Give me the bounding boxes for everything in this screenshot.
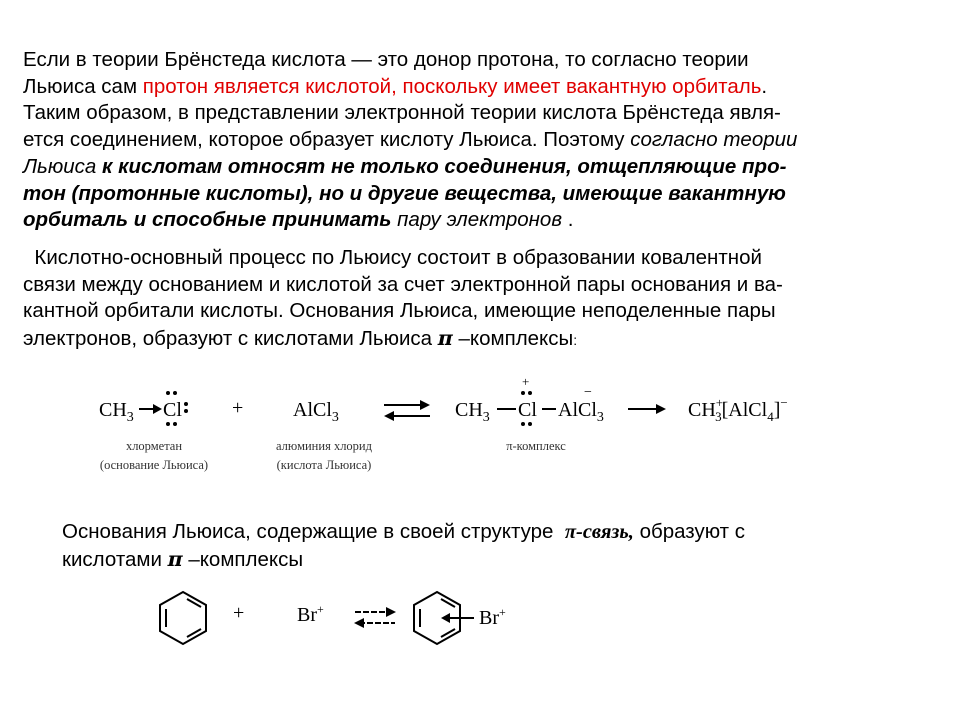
svg-text:−: − (584, 385, 592, 400)
forward-arrow (628, 404, 666, 414)
caption-pi-complex: π-комплекс (506, 439, 566, 453)
product-formula: CH+ 3[AlCl$_4$]− (688, 395, 788, 424)
svg-text:CH3: $CH_3$ (455, 399, 490, 425)
text: Льюиса сам (23, 74, 143, 98)
text: . (562, 208, 574, 232)
text: Если в теории Брёнстеда кислота — это донор протона, то согласно теории (23, 48, 749, 71)
equilibrium-arrows-2 (354, 607, 396, 628)
bold-text: π-связь, (564, 521, 634, 543)
pi-symbol: π (437, 326, 453, 351)
caption-chloromethane: хлорметан (125, 439, 183, 453)
text: –комплексы (452, 327, 574, 351)
svg-text:AlCl3: AlCl$_3$ (558, 399, 604, 425)
italic-text: согласно теории (630, 128, 798, 152)
caption-lewis-base: (основание Льюиса) (99, 458, 209, 472)
svg-text:Cl: Cl (518, 399, 537, 421)
text: Кислотно-основный процесс по Льюису состоит в образовании ковалентной (23, 246, 762, 269)
equilibrium-arrows (384, 400, 430, 421)
pi-complex-arrow (441, 613, 474, 623)
arrow-head (153, 404, 162, 414)
plus-sign-2: + (233, 602, 245, 624)
aluminum-chloride-formula: AlCl$_3$ (293, 399, 339, 425)
bold-text: тон (протонные кислоты), но и другие вещества, имеющие вакантную (23, 181, 786, 205)
highlighted-text: протон является кислотой, поскольку имеет вакантную орбиталь (142, 74, 762, 98)
italic-text: Льюиса (23, 154, 102, 178)
text: Основания Льюиса, содержащие в своей структуре (62, 520, 565, 543)
text-line (62, 546, 922, 574)
svg-text:Cl: Cl (163, 399, 182, 421)
benzene-ring-1 (160, 592, 206, 644)
bromonium-cation: Br+ (297, 602, 324, 626)
text: электронов, образуют с кислотами Льюиса (23, 327, 438, 351)
chloromethane-formula (99, 391, 188, 426)
bold-text: к кислотам относят не только соединения, отщепляющие про- (102, 154, 787, 178)
svg-text:+: + (522, 374, 530, 389)
plus-sign: + (232, 397, 244, 419)
paragraph-pi-bond-bases (62, 519, 922, 573)
text: Таким образом, в представлении электронной теории кислота Брёнстеда явля- (23, 101, 781, 125)
text: кантной орбитали кислоты. Основания Льюиса, имеющие неподеленные пары (23, 299, 776, 323)
text: кислотами (62, 547, 168, 571)
text: образуют с (633, 520, 745, 543)
pi-complex-formula (455, 374, 604, 426)
text: : (573, 332, 578, 349)
svg-text:CH3: $CH_3$ (99, 399, 134, 425)
italic-text: пару электронов (397, 208, 563, 232)
text: –комплексы (182, 547, 304, 571)
text: . (761, 74, 768, 98)
bromonium-cation-2: Br+ (479, 605, 506, 629)
pi-symbol: π (167, 546, 183, 571)
bold-text: орбиталь и способные принимать (23, 208, 398, 232)
text-line (62, 519, 922, 546)
text: связи между основанием и кислотой за счет электронной пары основания и ва- (23, 272, 783, 296)
text: ется соединением, которое образует кислоту Льюиса. Поэтому (23, 128, 631, 152)
caption-lewis-acid: (кислота Льюиса) (276, 458, 372, 472)
caption-aluminum-chloride: алюминия хлорид (276, 439, 372, 453)
